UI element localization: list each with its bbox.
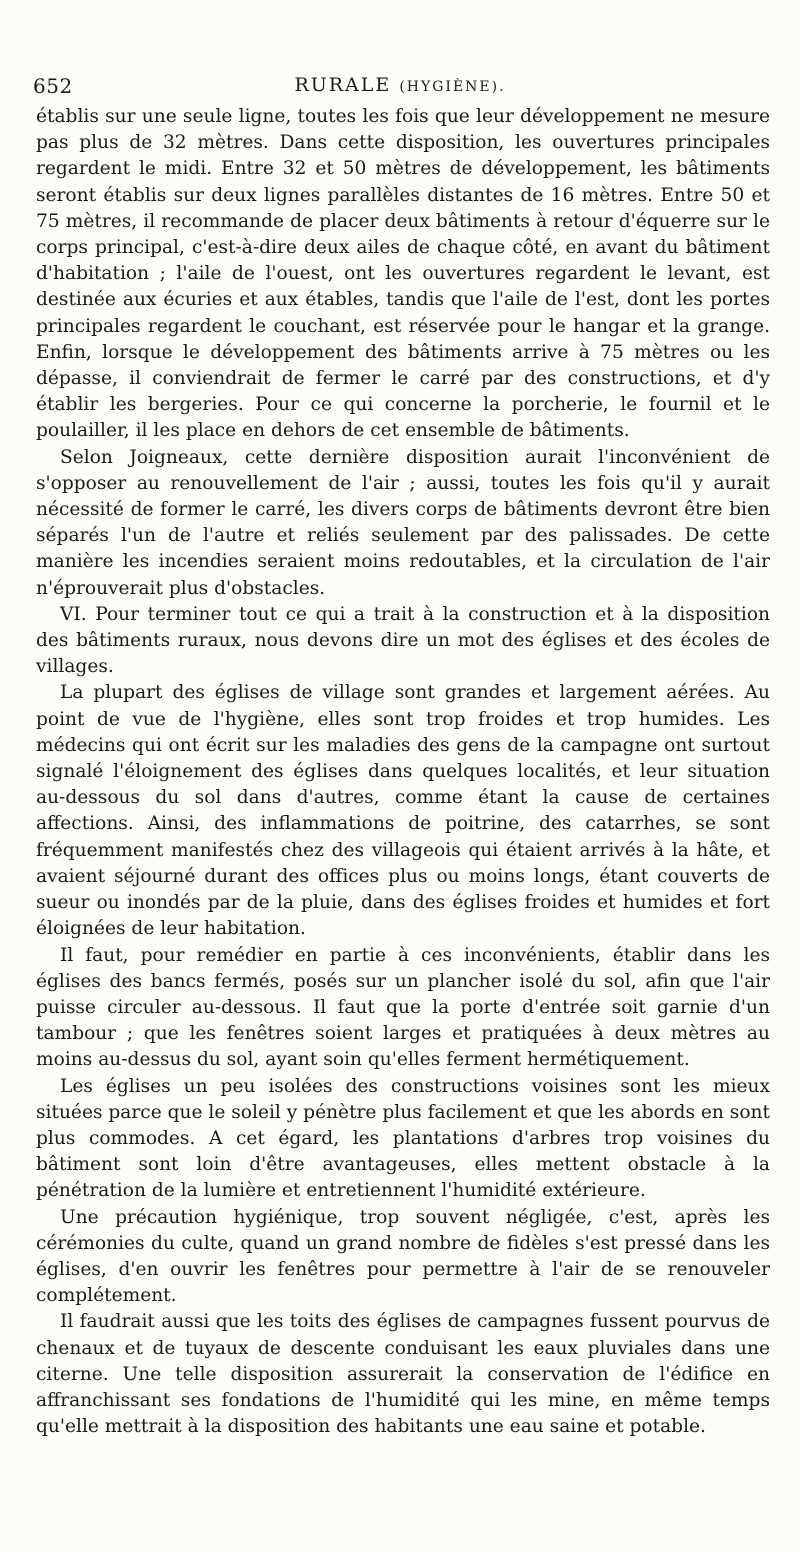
page-header: [33, 74, 767, 104]
paragraph: Les églises un peu isolées des constructions voisines sont les mieux situées parce que le soleil y pénètre plus facilement et que les abords en sont plus commodes. A cet égard, les plantations d'arbres trop voisines du bâtiment sont loin d'être avantageuses, elles mettent obstacle à la pénétration de la lumière et entretiennent l'humidité extérieure.: [36, 1075, 770, 1202]
running-title-sub: (HYGIÈNE).: [399, 79, 506, 95]
page-number: 652: [33, 74, 73, 98]
body-text: [36, 104, 770, 1440]
paragraph: Selon Joigneaux, cette dernière disposition aurait l'inconvénient de s'opposer au renouvellement de l'air ; aussi, toutes les fois qu'il y aurait nécessité de former le carré, les divers corps de bâtiments devront être bien séparés l'un de l'autre et reliés seulement par des palissades. De cette manière les incendies seraient moins redoutables, et la circulation de l'air n'éprouverait plus d'obstacles.: [36, 446, 770, 599]
running-title-main: RURALE: [294, 74, 392, 96]
paragraph: VI. Pour terminer tout ce qui a trait à la construction et à la disposition des bâtiments ruraux, nous devons dire un mot des églises et des écoles de villages.: [36, 603, 770, 678]
paragraph: Il faut, pour remédier en partie à ces inconvénients, établir dans les églises des bancs fermés, posés sur un plancher isolé du sol, afin que l'air puisse circuler au-dessous. Il faut que la porte d'entrée soit garnie d'un tambour ; que les fenêtres soient larges et pratiquées à deux mètres au moins au-dessus du sol, ayant soin qu'elles ferment hermétiquement.: [36, 944, 770, 1071]
paragraph: Il faudrait aussi que les toits des églises de campagnes fussent pourvus de chenaux et de tuyaux de descente conduisant les eaux pluviales dans une citerne. Une telle disposition assurerait la conservation de l'édifice en affranchissant ses fondations de l'humidité qui les mine, en même temps qu'elle mettrait à la disposition des habitants une eau saine et potable.: [36, 1311, 770, 1438]
paragraph: Une précaution hygiénique, trop souvent négligée, c'est, après les cérémonies du culte, quand un grand nombre de fidèles s'est pressé dans les églises, d'en ouvrir les fenêtres pour permettre à l'air de se renouveler complétement.: [36, 1206, 770, 1307]
running-title: [33, 74, 767, 96]
paragraph-continuation: établis sur une seule ligne, toutes les fois que leur développement ne mesure pas plus de 32 mètres. Dans cette disposition, les ouvertures principales regardent le midi. Entre 32 et 50 mètres de développement, les bâtiments seront établis sur deux lignes parallèles distantes de 16 mètres. Entre 50 et 75 mètres, il recommande de placer deux bâtiments à retour d'équerre sur le corps principal, c'est-à-dire deux ailes de chaque côté, en avant du bâtiment d'habitation ; l'aile de l'ouest, ont les ouvertures regardent le levant, est destinée aux écuries et aux étables, tandis que l'aile de l'est, dont les portes principales regardent le couchant, est réservée pour le hangar et la grange. Enfin, lorsque le développement des bâtiments arrive à 75 mètres ou les dépasse, il conviendrait de fermer le carré par des constructions, et d'y établir les bergeries. Pour ce qui concerne la porcherie, le fournil et le poulailler, il les place en dehors de cet ensemble de bâtiments.: [36, 106, 770, 442]
paragraph: La plupart des églises de village sont grandes et largement aérées. Au point de vue de l'hygiène, elles sont trop froides et trop humides. Les médecins qui ont écrit sur les maladies des gens de la campagne ont surtout signalé l'éloignement des églises dans quelques localités, et leur situation au-dessous du sol dans d'autres, comme étant la cause de certaines affections. Ainsi, des inflammations de poitrine, des catarrhes, se sont fréquemment manifestés chez des villageois qui étaient arrivés à la hâte, et avaient séjourné durant des offices plus ou moins longs, étant couverts de sueur ou inondés par de la pluie, dans des églises froides et humides et fort éloignées de leur habitation.: [36, 682, 770, 940]
